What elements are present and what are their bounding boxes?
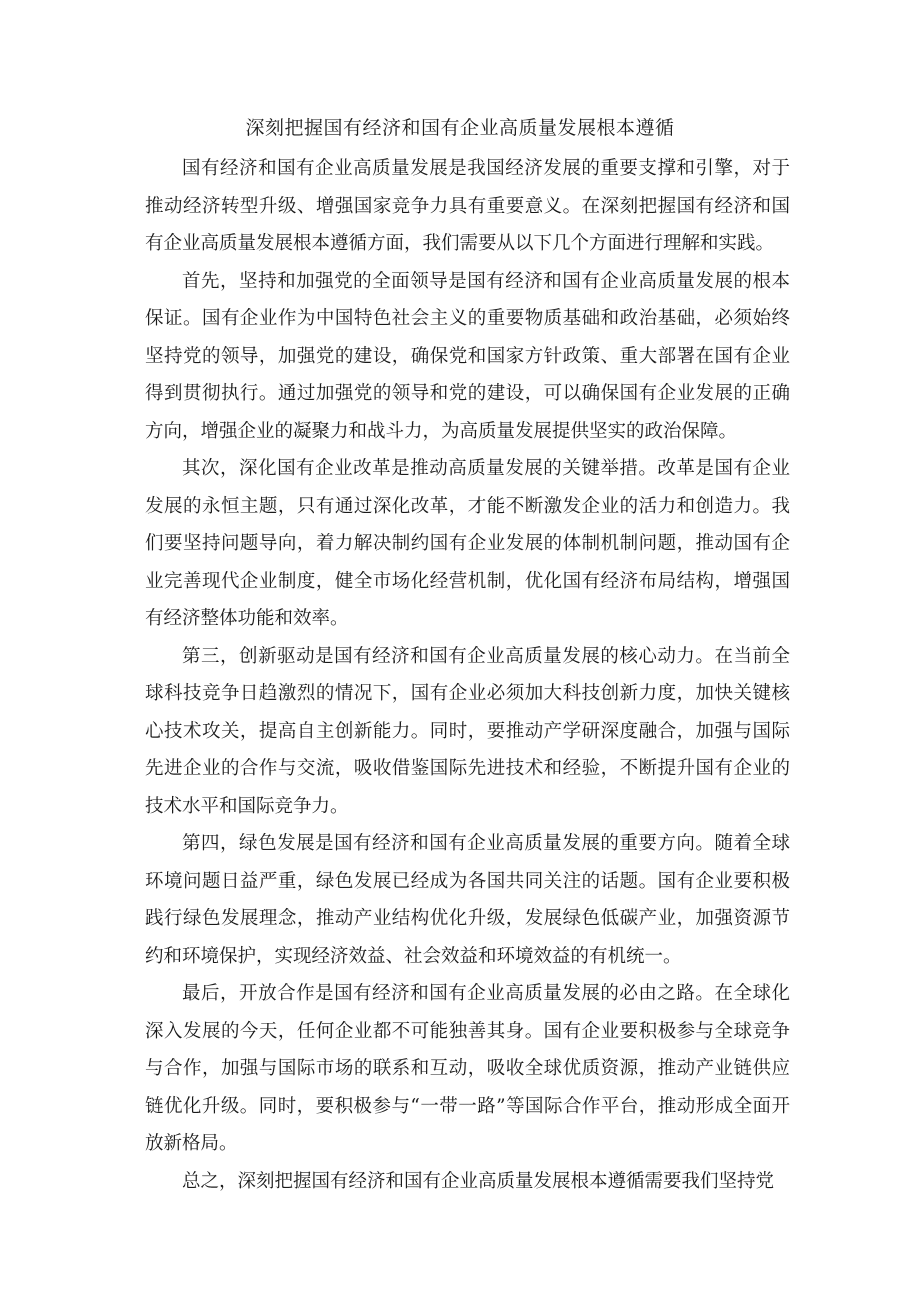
paragraph-conclusion: 总之，深刻把握国有经济和国有企业高质量发展根本遵循需要我们坚持党 (182, 1170, 775, 1192)
document-title: 深刻把握国有经济和国有企业高质量发展根本遵循 (245, 117, 675, 139)
document-body (145, 150, 790, 1200)
paragraph-second: 其次，深化国有企业改革是推动高质量发展的关键举措。改革是国有企业发展的永恒主题，只有通过深化改革，才能不断激发企业的活力和创造力。我们要坚持问题导向，着力解决制约国有企业发展的体制机制问题，推动国有企业完善现代企业制度，健全市场化经营机制，优化国有经济布局结构，增强国有经济整体功能和效率。 (145, 458, 790, 629)
paragraph-intro: 国有经济和国有企业高质量发展是我国经济发展的重要支撑和引擎，对于推动经济转型升级、增强国家竞争力具有重要意义。在深刻把握国有经济和国有企业高质量发展根本遵循方面，我们需要从以下几个方面进行理解和实践。 (145, 158, 790, 254)
paragraph-fourth: 第四，绿色发展是国有经济和国有企业高质量发展的重要方向。随着全球环境问题日益严重，绿色发展已经成为各国共同关注的话题。国有企业要积极践行绿色发展理念，推动产业结构优化升级，发展绿色低碳产业，加强资源节约和环境保护，实现经济效益、社会效益和环境效益的有机统一。 (145, 833, 790, 967)
paragraph-third: 第三，创新驱动是国有经济和国有企业高质量发展的核心动力。在当前全球科技竞争日趋激烈的情况下，国有企业必须加大科技创新力度，加快关键核心技术攻关，提高自主创新能力。同时，要推动产学研深度融合，加强与国际先进企业的合作与交流，吸收借鉴国际先进技术和经验，不断提升国有企业的技术水平和国际竞争力。 (145, 645, 790, 817)
paragraph-last: 最后，开放合作是国有经济和国有企业高质量发展的必由之路。在全球化深入发展的今天，任何企业都不可能独善其身。国有企业要积极参与全球竞争与合作，加强与国际市场的联系和互动，吸收全球优质资源，推动产业链供应链优化升级。同时，要积极参与“一带一路”等国际合作平台，推动形成全面开放新格局。 (145, 983, 790, 1154)
paragraph-first: 首先，坚持和加强党的全面领导是国有经济和国有企业高质量发展的根本保证。国有企业作为中国特色社会主义的重要物质基础和政治基础，必须始终坚持党的领导，加强党的建设，确保党和国家方针政策、重大部署在国有企业得到贯彻执行。通过加强党的领导和党的建设，可以确保国有企业发展的正确方向，增强企业的凝聚力和战斗力，为高质量发展提供坚实的政治保障。 (145, 270, 790, 442)
